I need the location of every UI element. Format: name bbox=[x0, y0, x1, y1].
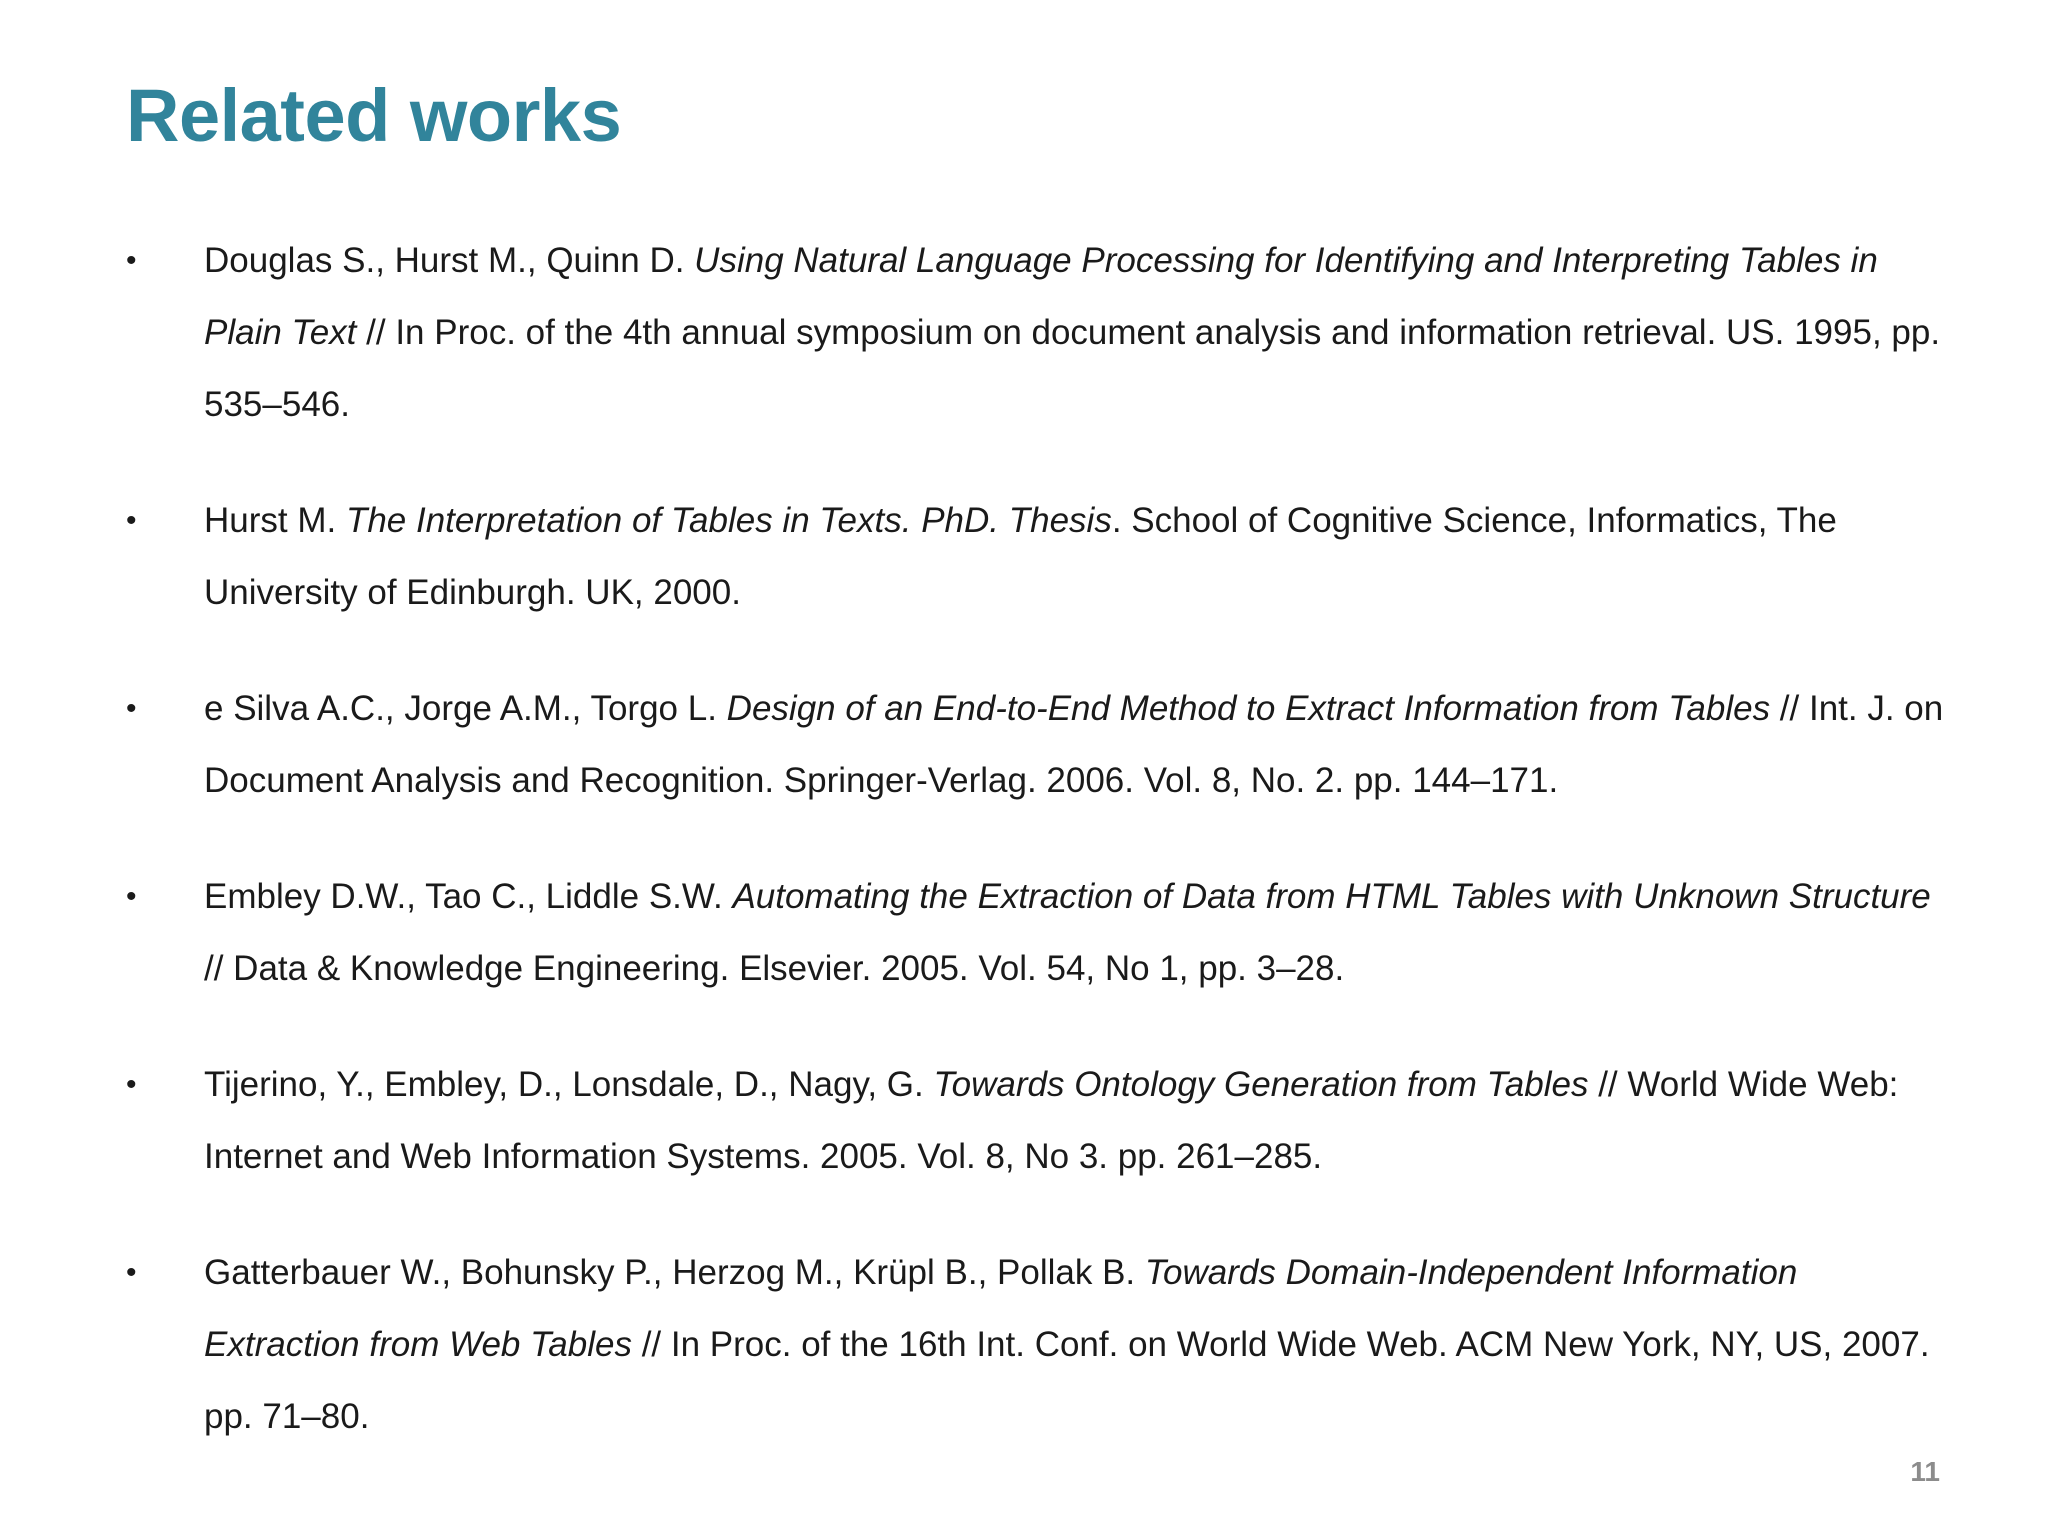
slide-title: Related works bbox=[126, 74, 622, 157]
reference-title: Using Natural Language Processing for Identifying and Interpreting Tables in Plain Text bbox=[204, 241, 1878, 352]
reference-title: The Interpretation of Tables in Texts. PhD. Thesis bbox=[345, 501, 1112, 540]
reference-authors: e Silva A.C., Jorge A.M., Torgo L. bbox=[204, 689, 727, 728]
reference-item bbox=[126, 1049, 1956, 1193]
reference-authors: Hurst M. bbox=[204, 501, 346, 540]
reference-item bbox=[126, 225, 1956, 441]
reference-item bbox=[126, 861, 1956, 1005]
reference-source: // In Proc. of the 4th annual symposium on document analysis and information retrieval. US. 1995, pp. 535–546. bbox=[204, 313, 1941, 424]
reference-authors: Embley D.W., Tao C., Liddle S.W. bbox=[204, 877, 733, 916]
reference-authors: Tijerino, Y., Embley, D., Lonsdale, D., Nagy, G. bbox=[204, 1065, 934, 1104]
reference-item bbox=[126, 1237, 1956, 1453]
reference-title: Towards Ontology Generation from Tables bbox=[933, 1065, 1589, 1104]
reference-source: // In Proc. of the 16th Int. Conf. on World Wide Web. ACM New York, NY, US, 2007. pp. 71–80. bbox=[204, 1325, 1930, 1436]
reference-item bbox=[126, 485, 1956, 629]
reference-authors: Gatterbauer W., Bohunsky P., Herzog M., Krüpl B., Pollak B. bbox=[204, 1253, 1145, 1292]
bullet-icon: • bbox=[126, 1068, 137, 1101]
reference-source: // Data & Knowledge Engineering. Elsevier. 2005. Vol. 54, No 1, pp. 3–28. bbox=[204, 949, 1345, 988]
reference-source: . School of Cognitive Science, Informatics, The University of Edinburgh. UK, 2000. bbox=[204, 501, 1837, 612]
reference-source: // World Wide Web: Internet and Web Information Systems. 2005. Vol. 8, No 3. pp. 261–285. bbox=[204, 1065, 1899, 1176]
reference-item bbox=[126, 673, 1956, 817]
reference-title: Automating the Extraction of Data from HTML Tables with Unknown Structure bbox=[732, 877, 1931, 916]
reference-title: Design of an End-to-End Method to Extract Information from Tables bbox=[726, 689, 1771, 728]
reference-title: Towards Domain-Independent Information Extraction from Web Tables bbox=[204, 1253, 1798, 1364]
reference-list bbox=[126, 225, 1956, 1453]
page-number: 11 bbox=[1910, 1456, 1940, 1487]
bullet-icon: • bbox=[126, 880, 137, 913]
bullet-icon: • bbox=[126, 1256, 137, 1289]
bullet-icon: • bbox=[126, 692, 137, 725]
bullet-icon: • bbox=[126, 504, 137, 537]
reference-source: // Int. J. on Document Analysis and Recognition. Springer-Verlag. 2006. Vol. 8, No. 2. pp. 144–171. bbox=[204, 689, 1944, 800]
reference-authors: Douglas S., Hurst M., Quinn D. bbox=[204, 241, 695, 280]
bullet-icon: • bbox=[126, 244, 137, 277]
